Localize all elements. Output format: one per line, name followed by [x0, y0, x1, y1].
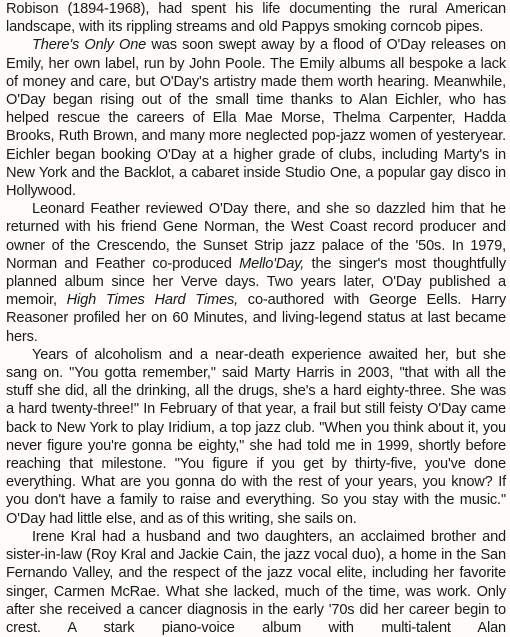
album-title-theres-only-one: There's Only One: [32, 37, 147, 54]
paragraph-2-text: was soon swept away by a flood of O'Day releases on Emily, her own label, run by John Poole. The Emily albums all bespoke a lack of money and care, but O'Day's artistry made them worth hearing. Meanwhile, O'Day began rising out of the small time thanks to Alan Eichler, who has helped rescue the careers of Ella Mae Morse, Thelma Carpenter, Hadda Brooks, Ruth Brown, and many more neglected pop-jazz women of yesteryear. Eichler began booking O'Day at a higher grade of clubs, including Marty's in New York and the Backlot, a cabaret inside Studio One, a popular gay disco in Hollywood.: [6, 37, 506, 200]
paragraph-3: [6, 200, 506, 346]
paragraph-4: [6, 346, 506, 528]
book-title-high-times: High Times Hard Times,: [66, 292, 239, 309]
paragraph-3-text-a: Leonard Feather reviewed O'Day there, and she so dazzled him that he returned with his friend Gene Norman, the West Coast record producer and owner of the Crescendo, the Sunset Strip jazz palace of the '50s. In 1979, Norman and Feather co-produced: [6, 201, 506, 272]
paragraph-5: [6, 528, 506, 637]
album-title-mello-day: Mello'Day,: [239, 255, 305, 272]
paragraph-3-text-b: the singer's most thoughtfully planned album since her Verve days. Two years later, O'Day published a memoir,: [6, 255, 506, 309]
paragraph-1-text: Robison (1894-1968), had spent his life documenting the rural American landscape, with its rippling streams and old Pappys smoking corncob pipes.: [6, 1, 506, 36]
paragraph-1: [6, 0, 506, 36]
paragraph-5-text: Irene Kral had a husband and two daughters, an acclaimed brother and sister-in-law (Roy Kral and Jackie Cain, the jazz vocal duo), a home in the San Fernando Valley, and the respect of the jazz vocal elite, including her favorite singer, Carmen McRae. What she lacked, much of the time, was work. Only after she received a cancer diagnosis in the early '70s did her career begin to crest. A stark piano-voice album with multi-talent Alan: [6, 528, 506, 636]
paragraph-2: [6, 36, 506, 200]
document-page: [6, 0, 506, 637]
paragraph-4-text: Years of alcoholism and a near-death experience awaited her, but she sang on. "You gotta remember," said Marty Harris in 2003, "that with all the stuff she did, all the drinking, all the drugs, she's a hard eighty-three. She was a hard twenty-three!" In February of that year, a frail but still feisty O'Day came back to New York to play Iridium, a top jazz club. "When you think about it, you never figure you're gonna be eighty," she had told me in 1999, shortly before reaching that milestone. "You figure if you get by thirty-five, you've done everything. What are you gonna do with the rest of your years, you know? If you don't have a family to raise and everything. So you stay with the music." O'Day had little else, and as of this writing, she sails on.: [6, 346, 506, 527]
paragraph-3-text-c: co-authored with George Eells. Harry Reasoner profiled her on 60 Minutes, and living-legend status at last became hers.: [6, 292, 506, 345]
